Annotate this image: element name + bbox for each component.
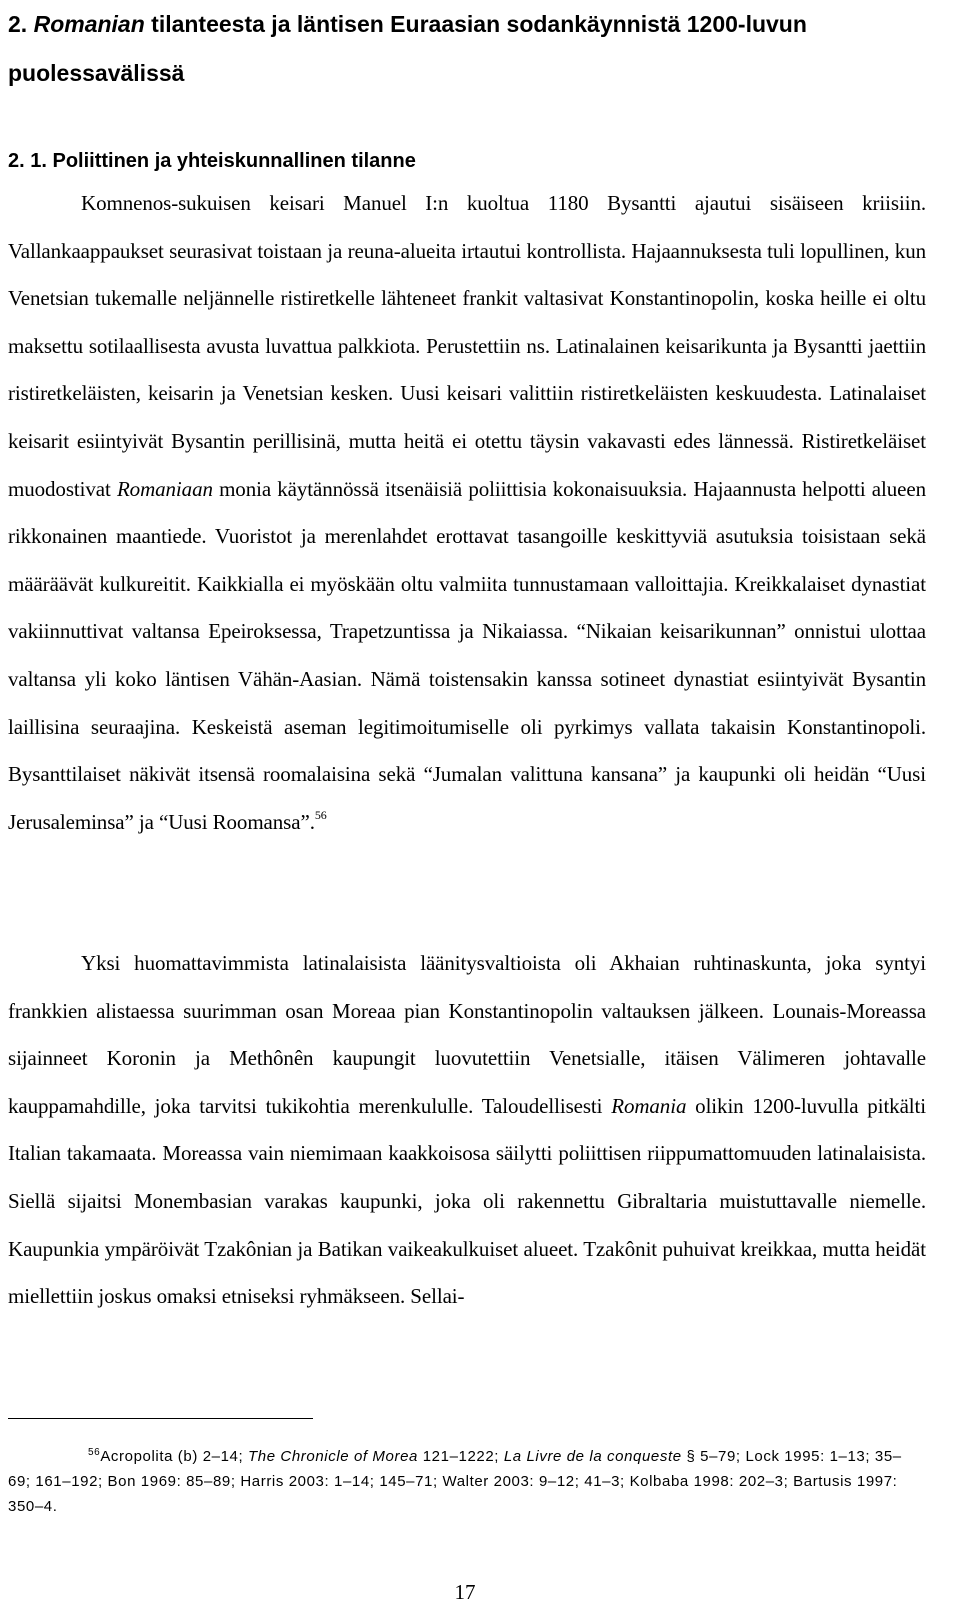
section-heading: 2. 1. Poliittinen ja yhteiskunnallinen tilanne (8, 150, 416, 172)
paragraph-2-text-b: olikin 1200-luvulla pitkälti Italian takamaata. Moreassa vain niemimaan kaakkoisosa säilytti poliittisen riippumattomuuden latinalaisista. Siellä sijaitsi Monembasian varakas kaupunki, joka oli rakennettu Gibraltaria muistuttavalle niemelle. Kaupunkia ympäröivät Tzakônian ja Batikan vaikeakulkuiset alueet. Tzakônit puhuivat kreikkaa, mutta heidät miellettiin joskus omaksi etniseksi ryhmäkseen. Sellai- (8, 1093, 927, 1309)
footnote-italic-2: La Livre de la conqueste (503, 1448, 682, 1465)
footnote-reference[interactable]: 56 (314, 807, 327, 822)
page-number: 17 (454, 1580, 476, 1604)
footnote (8, 1444, 908, 1519)
footnote-italic-1: The Chronicle of Morea (248, 1448, 418, 1465)
paragraph-1-text-b: monia käytännössä itsenäisiä poliittisia kokonaisuuksia. Hajaannusta helpotti alueen rikkonainen maantiede. Vuoristot ja merenlahdet erottavat tasangoille keskittyviä asutuksia toisistaan sekä määräävät kulkureitit. Kaikkialla ei myöskään oltu valmiita tunnustamaan valloittajia. Kreikkalaiset dynastiat vakiinnuttivat valtansa Epeiroksessa, Trapetzuntissa ja Nikaiassa. “Nikaian keisarikunnan” onnistui ulottaa valtansa yli koko läntisen Vähän-Aasian. Nämä toistensakin kanssa sotineet dynastiat esiintyivät Bysantin laillisina seuraajina. Keskeistä aseman legitimoitumiselle oli pyrkimys vallata takaisin Konstantinopoli. Bysanttilaiset näkivät itsensä roomalaisina sekä “Jumalan valittuna kansana” ja kaupunki oli heidän “Uusi Jerusaleminsa” ja “Uusi Roomansa”. (8, 476, 926, 834)
footnote-text-3: § 5–79; Lock 1995: 1–13; 35–69; 161–192; Bon 1969: 85–89; Harris 2003: 1–14; 145–71; Walter 2003: 9–12; 41–3; Kolbaba 1998: 202–3; Bartusis 1997: 350–4. (8, 1448, 902, 1515)
footnote-number: 56 (88, 1447, 101, 1458)
paragraph-1-text-a: Komnenos-sukuisen keisari Manuel I:n kuoltua 1180 Bysantti ajautui sisäiseen kriisiin. Vallankaappaukset seurasivat toistaan ja reuna-alueita irtautui kontrollista. Hajaannuksesta tuli lopullinen, kun Venetsian tukemalle neljännelle ristiretkelle lähteneet frankit valtasivat Konstantinopolin, koska heille ei oltu maksettu sotilaallisesta avusta luvattua palkkiota. Perustettiin ns. Latinalainen keisarikunta ja Bysantti jaettiin ristiretkeläisten, keisarin ja Venetsian kesken. Uusi keisari valittiin ristiretkeläisten keskuudesta. Latinalaiset keisarit esiintyivät Bysantin perillisinä, mutta heitä ei otettu täysin vakavasti edes lännessä. Ristiretkeläiset muodostivat (8, 191, 926, 501)
footnote-separator (8, 1418, 313, 1419)
paragraph-1 (8, 180, 926, 846)
paragraph-1-italic: Romaniaan (116, 476, 213, 501)
paragraph-2 (8, 940, 926, 1321)
paragraph-2-text-a: Yksi huomattavimmista latinalaisista läänitysvaltioista oli Akhaian ruhtinaskunta, joka syntyi frankkien alistaessa suurimman osan Moreaa pian Konstantinopolin valtauksen jälkeen. Lounais-Moreassa sijainneet Koronin ja Methônên kaupungit luovutettiin Venetsialle, itäisen Välimeren johtavalle kauppamahdille, joka tarvitsi tukikohtia merenkululle. Taloudellisesti (8, 951, 926, 1118)
heading-text: tilanteesta ja läntisen Euraasian sodankäynnistä 1200-luvun puolessavälissä (8, 11, 807, 86)
footnote-text-2: 121–1222; (417, 1448, 504, 1465)
heading-italic-term: Romanian (33, 11, 145, 37)
footnote-text-1: Acropolita (b) 2–14; (100, 1448, 249, 1465)
paragraph-2-italic: Romania (611, 1093, 687, 1118)
heading-number: 2. (8, 11, 34, 37)
chapter-heading (8, 0, 938, 98)
